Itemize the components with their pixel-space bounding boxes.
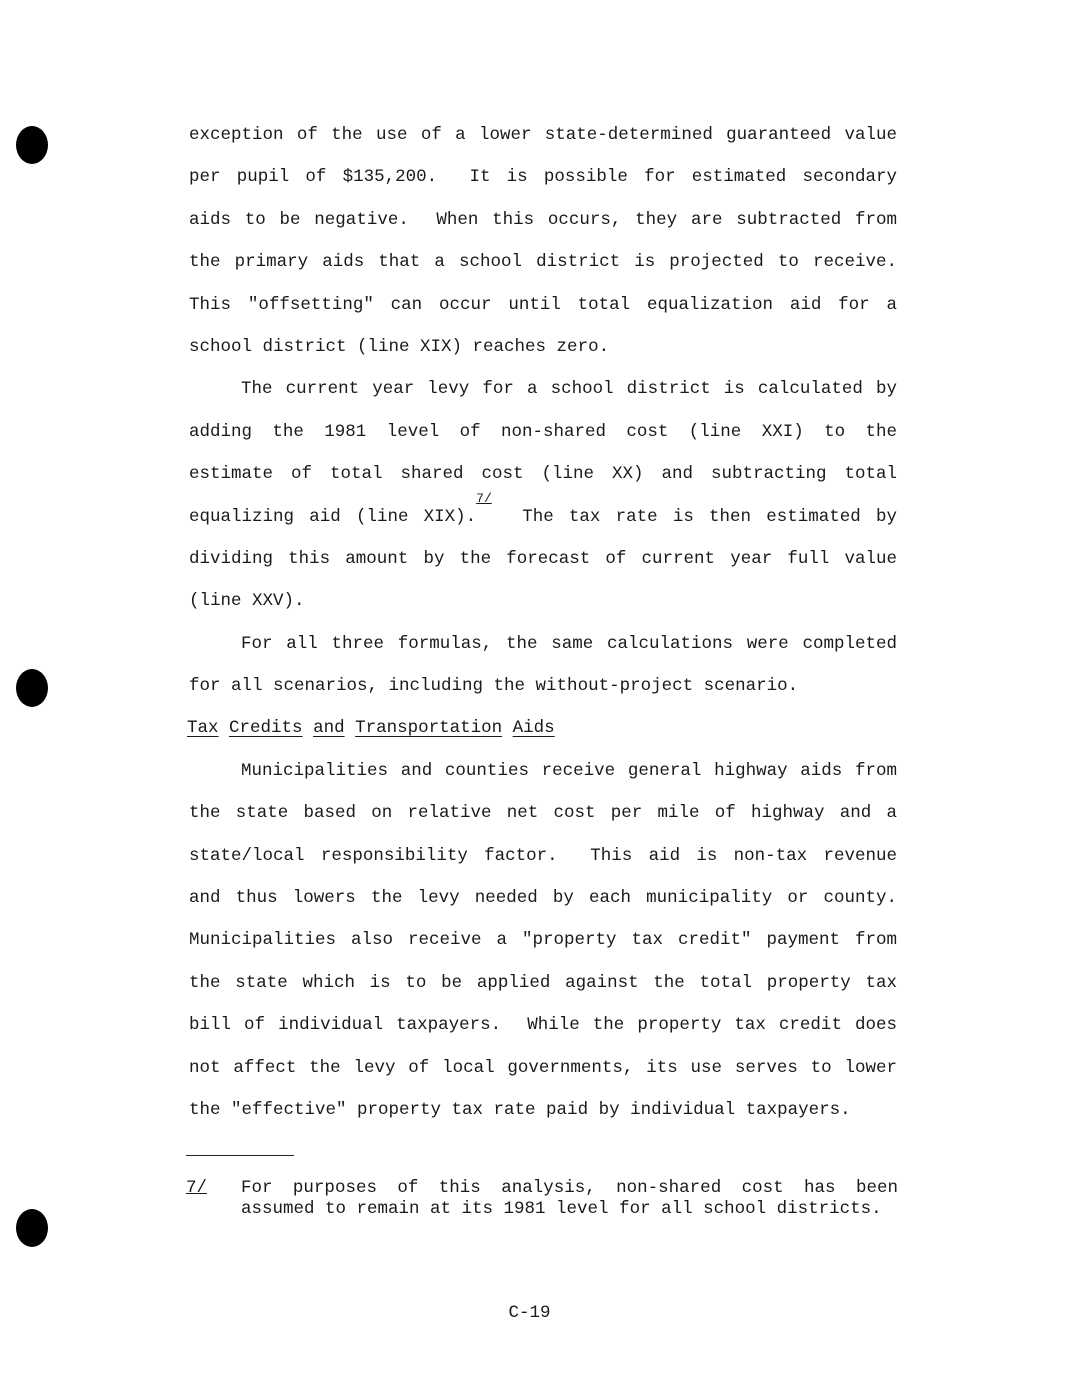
text-line: Municipalities also receive a "property tax credit" payment from [189,930,897,951]
page-number: C-19 [508,1303,551,1323]
paragraph-1 [189,114,897,368]
punch-hole-top [16,126,48,164]
paragraph-4 [189,750,897,1132]
text-segment: equalizing aid (line XIX). [189,506,477,527]
text-line: Municipalities and counties receive general highway aids from [241,760,897,781]
heading-word: Transportation [355,718,503,739]
paragraph-2 [189,368,897,622]
text-line: the state based on relative net cost per mile of highway and a [189,803,897,824]
text-line: the state which is to be applied against the total property tax [189,972,897,993]
punch-hole-middle [16,669,48,707]
text-line: state/local responsibility factor. This aid is non-tax revenue [189,845,897,866]
section-heading [187,707,897,749]
heading-word: Credits [229,718,303,739]
heading-word: Aids [512,718,555,739]
text-line: exception of the use of a lower state-determined guaranteed value [189,125,897,145]
text-line: for all scenarios, including the without-project scenario. [189,676,799,697]
text-line: dividing this amount by the forecast of current year full value [189,548,897,569]
body-text [189,114,897,1131]
text-line: aids to be negative. When this occurs, they are subtracted from [189,209,897,230]
footnote-line: assumed to remain at its 1981 level for all school districts. [241,1199,882,1219]
text-line: For all three formulas, the same calculations were completed [241,633,897,654]
text-line: the primary aids that a school district is projected to receive. [189,252,897,273]
text-line: the "effective" property tax rate paid by individual taxpayers. [189,1099,851,1120]
footnote [186,1178,898,1220]
text-line: not affect the levy of local governments, its use serves to lower [189,1057,897,1078]
text-line-with-footnote-ref [189,490,898,538]
text-line: bill of individual taxpayers. While the property tax credit does [189,1015,897,1036]
heading-word: and [313,718,345,739]
text-line: The current year levy for a school district is calculated by [241,379,897,400]
paragraph-3 [189,623,897,708]
heading-word: Tax [187,718,219,739]
text-segment: The tax rate is then estimated by [491,506,898,527]
text-line: and thus lowers the levy needed by each municipality or county. [189,888,897,909]
text-line: (line XXV). [189,591,305,612]
footnote-reference: 7/ [476,490,492,506]
footnote-line: For purposes of this analysis, non-shared cost has been [241,1178,898,1198]
footnote-text [241,1178,898,1220]
text-line: per pupil of $135,200. It is possible for estimated secondary [189,167,897,188]
punch-hole-bottom [16,1209,48,1247]
text-line: This "offsetting" can occur until total equalization aid for a [189,294,897,315]
text-line: school district (line XIX) reaches zero. [189,336,610,357]
text-line: adding the 1981 level of non-shared cost (line XXI) to the [189,421,897,442]
footnote-mark: 7/ [186,1178,208,1198]
footnote-separator [186,1155,294,1156]
text-line: estimate of total shared cost (line XX) and subtracting total [189,464,897,485]
